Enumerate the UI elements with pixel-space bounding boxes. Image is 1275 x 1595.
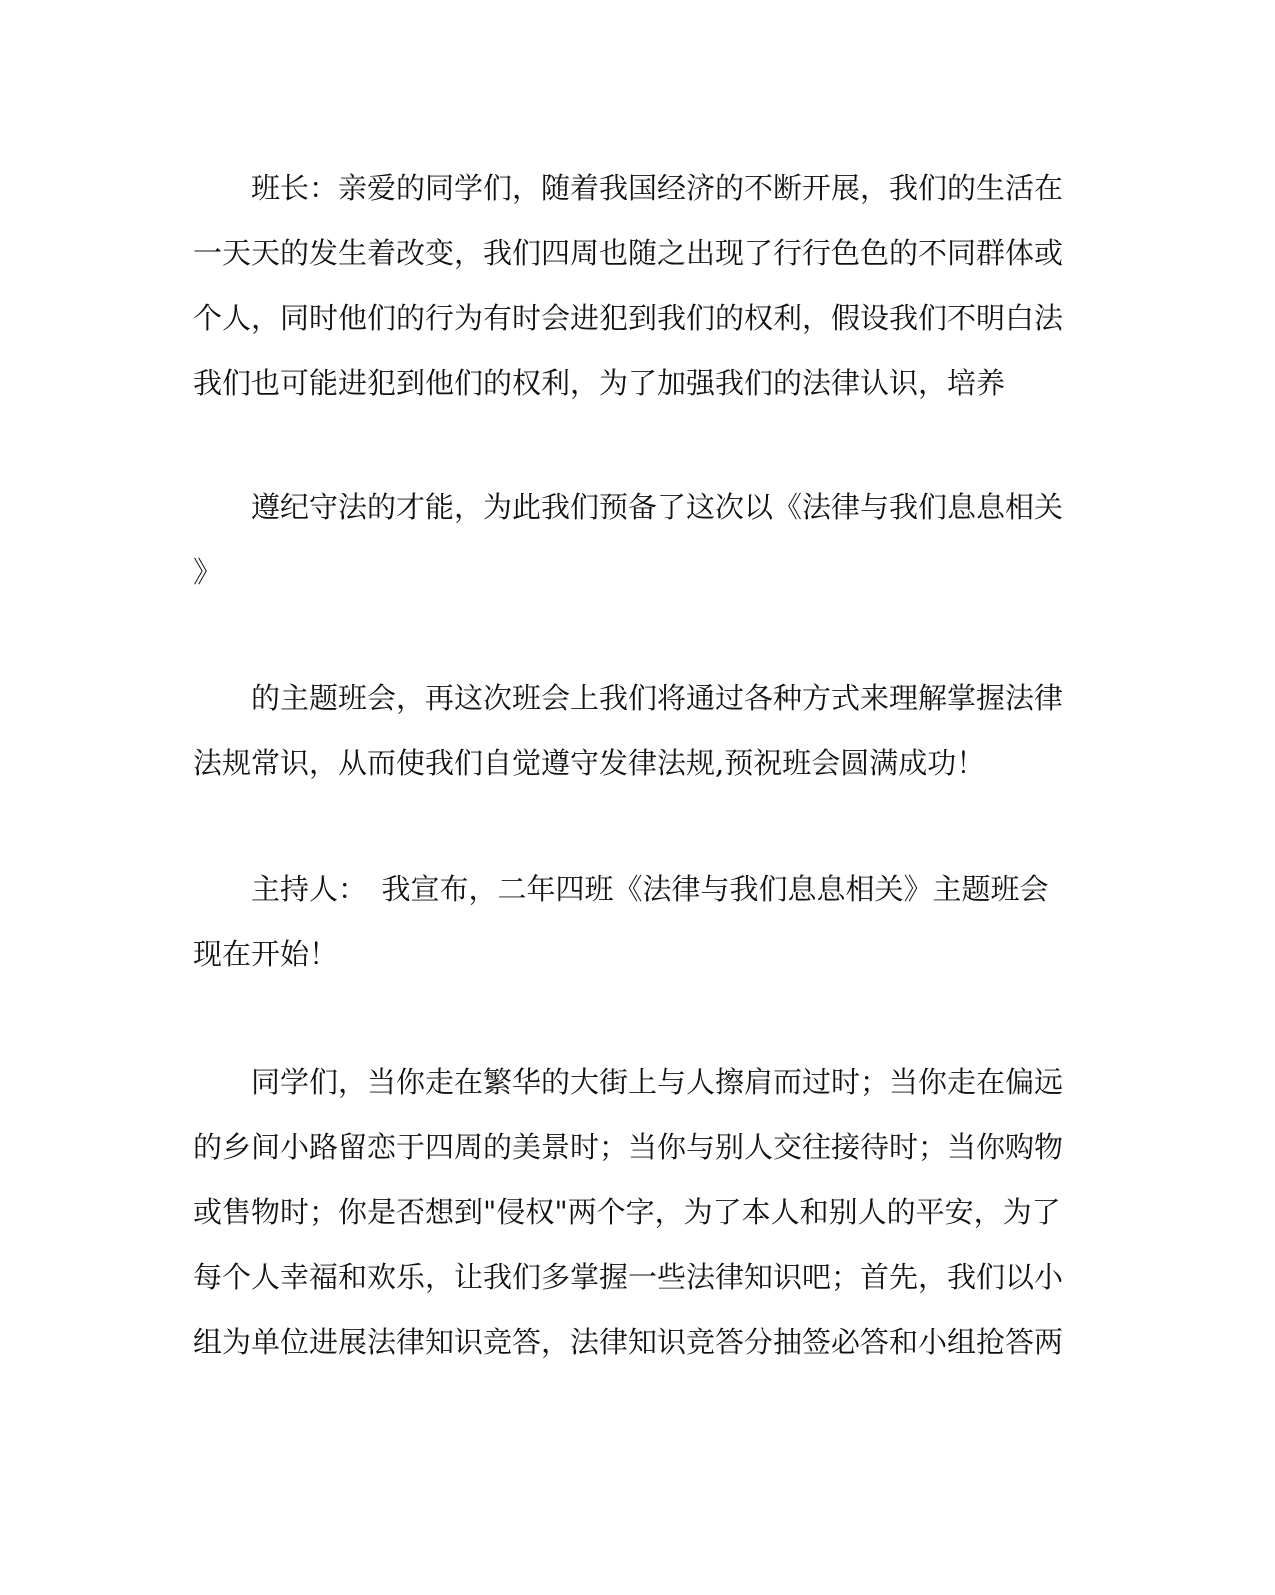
paragraph-continuation bbox=[193, 475, 1064, 605]
text-line: 法规常识，从而使我们自觉遵守发律法规,预祝班会圆满成功！ bbox=[193, 746, 986, 780]
text-line: 遵纪守法的才能，为此我们预备了这次以《法律与我们息息相关 bbox=[251, 490, 1064, 524]
text-line: 同学们，当你走在繁华的大街上与人擦肩而过时；当你走在偏远 bbox=[251, 1065, 1064, 1099]
text-line: 现在开始！ bbox=[193, 937, 339, 971]
text-line: 组为单位进展法律知识竞答，法律知识竞答分抽签必答和小组抢答两 bbox=[193, 1325, 1064, 1359]
text-line: 或售物时；你是否想到"侵权"两个字，为了本人和别人的平安，为了 bbox=[193, 1195, 1061, 1229]
text-line: 我们也可能进犯到他们的权利，为了加强我们的法律认识，培养 bbox=[193, 366, 1006, 400]
paragraph-host-announcement bbox=[193, 857, 1059, 987]
paragraph-host-intro bbox=[193, 1050, 1064, 1375]
text-line: 个人，同时他们的行为有时会进犯到我们的权利，假设我们不明白法 bbox=[193, 301, 1064, 335]
text-line: 班长：亲爱的同学们，随着我国经济的不断开展，我们的生活在 bbox=[251, 171, 1064, 205]
text-line: 》 bbox=[193, 555, 223, 589]
text-line: 每个人幸福和欢乐，让我们多掌握一些法律知识吧；首先，我们以小 bbox=[193, 1260, 1064, 1294]
paragraph-class-monitor-speech bbox=[193, 156, 1064, 416]
text-line: 一天天的发生着改变，我们四周也随之出现了行行色色的不同群体或 bbox=[193, 236, 1064, 270]
text-line: 的乡间小路留恋于四周的美景时；当你与别人交往接待时；当你购物 bbox=[193, 1130, 1064, 1164]
text-line: 主持人： 我宣布，二年四班《法律与我们息息相关》主题班会 bbox=[251, 872, 1049, 906]
paragraph-theme-meeting bbox=[193, 666, 1064, 796]
text-line: 的主题班会，再这次班会上我们将通过各种方式来理解掌握法律 bbox=[251, 681, 1064, 715]
